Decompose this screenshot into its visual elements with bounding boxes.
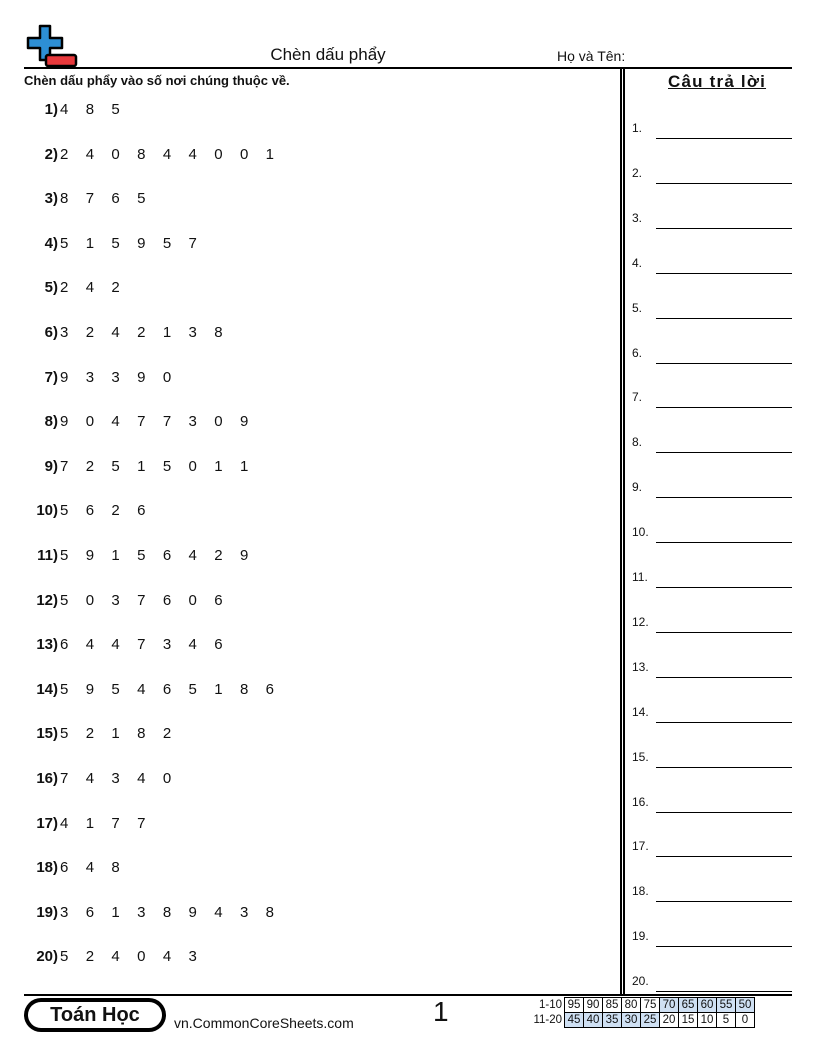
problem-digits: 5 9 1 5 6 4 2 9: [60, 547, 255, 564]
answer-row: [632, 119, 792, 139]
problem-number: 4): [44, 234, 58, 252]
answer-number: 19.: [632, 929, 649, 944]
score-cell: 20: [660, 1013, 679, 1028]
problem-item: [24, 636, 229, 656]
answer-blank[interactable]: [656, 587, 792, 588]
answer-number: 5.: [632, 300, 643, 315]
score-table: [528, 997, 755, 1028]
answer-number: 4.: [632, 255, 643, 270]
problem-digits: 2 4 2: [60, 279, 127, 297]
problem-item: [24, 859, 126, 879]
answer-row: [632, 164, 792, 184]
answer-number: 12.: [632, 614, 649, 629]
problem-number: 3): [44, 190, 58, 208]
problem-number: 6): [44, 324, 58, 341]
problem-number: 20): [36, 948, 58, 966]
answer-row: [632, 523, 792, 543]
column-divider: [620, 67, 625, 995]
answer-number: 2.: [632, 165, 643, 180]
score-cell: 85: [603, 998, 622, 1013]
problem-digits: 7 2 5 1 5 0 1 1: [60, 457, 255, 475]
answer-number: 13.: [632, 659, 649, 674]
answer-row: [632, 837, 792, 857]
answer-number: 7.: [632, 390, 643, 405]
answer-blank[interactable]: [656, 407, 792, 408]
answer-blank[interactable]: [656, 632, 792, 633]
problem-item: [24, 190, 152, 210]
problem-number: 19): [36, 903, 58, 921]
problem-item: [24, 502, 152, 522]
problem-digits: 3 2 4 2 1 3 8: [60, 324, 230, 341]
score-cell: 70: [660, 998, 679, 1013]
page-number: 1: [433, 996, 449, 1027]
score-cell: 90: [584, 998, 603, 1013]
name-label: Họ và Tên:: [557, 48, 626, 64]
answer-blank[interactable]: [656, 677, 792, 678]
answer-blank[interactable]: [656, 856, 792, 857]
score-cell: 15: [679, 1013, 698, 1028]
answer-blank[interactable]: [656, 767, 792, 768]
answer-number: 9.: [632, 480, 643, 495]
answer-blank[interactable]: [656, 497, 792, 498]
answer-blank[interactable]: [656, 273, 792, 274]
answer-blank[interactable]: [656, 318, 792, 319]
score-cell: 55: [717, 998, 736, 1013]
score-cell: 25: [641, 1013, 660, 1028]
problem-digits: 6 4 4 7 3 4 6: [60, 636, 230, 654]
problem-digits: 2 4 0 8 4 4 0 0 1: [60, 145, 281, 163]
problem-digits: 5 0 3 7 6 0 6: [60, 591, 230, 609]
score-cell: 35: [603, 1013, 622, 1028]
problem-item: [24, 815, 152, 835]
score-cell: 50: [736, 998, 755, 1013]
answer-blank[interactable]: [656, 183, 792, 184]
brand-label: Toán Học: [28, 1002, 162, 1028]
problem-number: 2): [44, 145, 58, 163]
answer-row: [632, 703, 792, 723]
problem-number: 12): [36, 591, 58, 609]
score-row: [528, 1013, 755, 1028]
score-cell: 10: [698, 1013, 717, 1028]
answer-number: 18.: [632, 884, 649, 899]
answer-row: [632, 388, 792, 408]
answer-number: 15.: [632, 749, 649, 764]
answer-row: [632, 658, 792, 678]
problem-digits: 5 2 1 8 2: [60, 725, 178, 743]
problem-item: [24, 324, 229, 344]
answer-title: Câu trả lời: [668, 72, 767, 91]
score-cell: 60: [698, 998, 717, 1013]
answer-blank[interactable]: [656, 991, 792, 992]
score-cell: 5: [717, 1013, 736, 1028]
footer-rule: [24, 994, 792, 996]
score-row-label: 1-10: [538, 999, 562, 1011]
answer-row: [632, 299, 792, 319]
problem-digits: 6 4 8: [60, 859, 127, 877]
problem-digits: 9 0 4 7 7 3 0 9: [60, 413, 255, 431]
answer-blank[interactable]: [656, 138, 792, 139]
problem-digits: 8 7 6 5: [60, 190, 153, 208]
answer-row: [632, 748, 792, 768]
problem-item: [24, 146, 281, 166]
answer-blank[interactable]: [656, 452, 792, 453]
problem-digits: 9 3 3 9 0: [60, 368, 178, 386]
answer-number: 14.: [632, 704, 649, 719]
problem-digits: 4 8 5: [60, 101, 127, 118]
score-row: [528, 998, 755, 1013]
problem-digits: 3 6 1 3 8 9 4 3 8: [60, 903, 281, 921]
score-row-label: 11-20: [533, 1014, 562, 1026]
problem-number: 16): [36, 770, 58, 787]
answer-row: [632, 568, 792, 588]
problem-item: [24, 547, 255, 567]
problem-digits: 5 6 2 6: [60, 502, 153, 520]
answer-number: 10.: [632, 525, 649, 540]
problem-digits: 4 1 7 7: [60, 814, 153, 832]
answer-blank[interactable]: [656, 722, 792, 723]
answer-row: [632, 972, 792, 992]
brand-badge: [24, 998, 166, 1032]
answer-row: [632, 613, 792, 633]
problem-item: [24, 681, 281, 701]
problem-item: [24, 101, 126, 121]
problem-item: [24, 279, 126, 299]
instructions: Chèn dấu phẩy vào số nơi chúng thuộc về.: [24, 73, 290, 88]
answer-row: [632, 254, 792, 274]
answer-blank[interactable]: [656, 363, 792, 364]
answer-blank[interactable]: [656, 812, 792, 813]
problem-item: [24, 592, 229, 612]
answer-row: [632, 478, 792, 498]
problem-number: 18): [36, 859, 58, 877]
answer-number: 17.: [632, 839, 649, 854]
problem-digits: 5 9 5 4 6 5 1 8 6: [60, 680, 281, 698]
answer-number: 8.: [632, 435, 643, 450]
answer-blank[interactable]: [656, 542, 792, 543]
answer-blank[interactable]: [656, 228, 792, 229]
page-title: Chèn dấu phẩy: [270, 45, 386, 64]
score-cell: 65: [679, 998, 698, 1013]
answer-number: 3.: [632, 210, 643, 225]
problem-item: [24, 770, 178, 790]
header-rule: [24, 67, 792, 69]
problem-number: 14): [36, 680, 58, 698]
answer-row: [632, 927, 792, 947]
problem-number: 9): [44, 457, 58, 475]
problem-digits: 7 4 3 4 0: [60, 770, 178, 787]
answer-number: 1.: [632, 121, 643, 135]
answer-row: [632, 209, 792, 229]
problem-item: [24, 904, 281, 924]
problem-number: 10): [36, 502, 58, 520]
problem-number: 1): [44, 101, 58, 118]
problem-digits: 5 1 5 9 5 7: [60, 234, 204, 252]
answer-number: 16.: [632, 794, 649, 809]
answer-row: [632, 433, 792, 453]
answer-blank[interactable]: [656, 946, 792, 947]
score-cell: 40: [584, 1013, 603, 1028]
score-cell: 75: [641, 998, 660, 1013]
problem-number: 15): [36, 725, 58, 743]
problem-digits: 5 2 4 0 4 3: [60, 948, 204, 966]
answer-number: 20.: [632, 974, 649, 989]
problem-number: 8): [44, 413, 58, 431]
problem-item: [24, 948, 204, 968]
score-cell: 0: [736, 1013, 755, 1028]
problem-item: [24, 235, 204, 255]
problem-item: [24, 458, 255, 478]
problem-number: 7): [44, 368, 58, 386]
problem-item: [24, 413, 255, 433]
score-cell: 95: [565, 998, 584, 1013]
score-cell: 80: [622, 998, 641, 1013]
site-url: vn.CommonCoreSheets.com: [174, 1015, 354, 1031]
answer-number: 6.: [632, 345, 643, 360]
answer-row: [632, 882, 792, 902]
problem-item: [24, 369, 178, 389]
problem-number: 13): [36, 636, 58, 654]
answer-row: [632, 793, 792, 813]
problem-number: 5): [44, 279, 58, 297]
score-cell: 45: [565, 1013, 584, 1028]
score-cell: 30: [622, 1013, 641, 1028]
problem-number: 11): [37, 547, 58, 564]
problem-item: [24, 725, 178, 745]
answer-blank[interactable]: [656, 901, 792, 902]
answer-number: 11.: [632, 570, 648, 584]
answer-row: [632, 344, 792, 364]
problem-number: 17): [36, 814, 58, 832]
